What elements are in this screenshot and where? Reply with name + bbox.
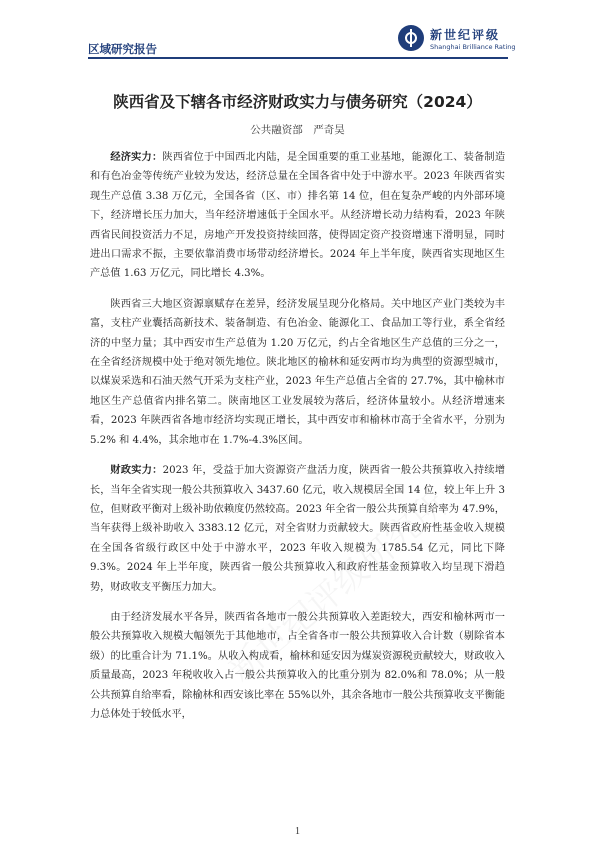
paragraph-lead: 经济实力： bbox=[110, 151, 163, 163]
paragraph-text: 2023 年，受益于加大资源资产盘活力度，陕西省一般公共预算收入持续增长，当年全省实现一般公共预算收入 3437.60 亿元，收入规模居全国 14 位，较上年上升 3 位，但财政平衡对上级补助依赖度仍然较高。2023 年全省一般公共预算自给率为 47.9%，当年获得上级补助收入 3383.12 亿元，对全省财力贡献较大。陕西省政府性基金收入规模在全国各省级行政区中处于中游水平，2023 年收入规模为 1785.54 亿元，同比下降 9.3%。2024 年上半年度，陕西省一般公共预算收入和政府性基金预算收入均呈现下滑趋势，财政收支平衡压力加大。 bbox=[90, 465, 506, 593]
paragraph-economy bbox=[90, 148, 505, 284]
document-title: 陕西省及下辖各市经济财政实力与债务研究（2024） bbox=[113, 93, 482, 111]
document-authors: 公共融资部 严奇昊 bbox=[250, 124, 345, 136]
logo-name-en: Shanghai Brilliance Rating bbox=[430, 42, 516, 51]
document-body bbox=[90, 148, 505, 735]
paragraph-city-revenue bbox=[90, 608, 505, 724]
logo-name-cn: 新世纪评级 bbox=[430, 27, 501, 42]
page-number: 1 bbox=[295, 826, 300, 837]
brand-logo bbox=[398, 25, 516, 51]
paragraph-fiscal bbox=[90, 461, 505, 597]
logo-emblem-icon bbox=[398, 25, 424, 51]
paragraph-text: 陕西省位于中国西北内陆，是全国重要的重工业基地，能源化工、装备制造和有色冶金等传统产业较为发达，经济总量在全国各省中处于中游水平。2023 年陕西省实现生产总值 3.38 万亿元，全国各省（区、市）排名第 14 位，但在复杂严峻的内外部环境下，经济增长压力加大，当年经济增速低于全国水平。从经济增长动力结构看，2023 年陕西省民间投资活力不足，房地产开发投资持续回落，使得固定资产投资增速下滑明显，同时进出口需求不振，主要依靠消费市场带动经济增长。2024 年上半年度，陕西省实现地区生产总值 1.63 万亿元，同比增长 4.3%。 bbox=[90, 152, 506, 280]
section-label: 区域研究报告 bbox=[88, 42, 157, 56]
paragraph-text: 由于经济发展水平各异，陕西省各地市一般公共预算收入差距较大，西安和榆林两市一般公共预算收入规模大幅领先于其他地市，占全省各市一般公共预算收入合计数（剔除省本级）的比重合计为 71.1%。从收入构成看，榆林和延安因为煤炭资源税贡献较大，财政收入质量最高，2023 年税收收入占一般公共预算收入的比重分别为 82.0%和 78.0%；从一般公共预算自给率看，除榆林和西安该比率在 55%以外，其余各地市一般公共预算收支平衡能力总体处于较低水平， bbox=[90, 611, 505, 720]
logo-text bbox=[430, 26, 516, 51]
paragraph-regions bbox=[90, 295, 505, 450]
paragraph-text: 陕西省三大地区资源禀赋存在差异，经济发展呈现分化格局。关中地区产业门类较为丰富，支柱产业囊括高新技术、装备制造、有色冶金、能源化工、食品加工等行业，系全省经济的中坚力量；其中西安市生产总值为 1.20 万亿元，约占全省地区生产总值的三分之一，在全省经济规模中处于绝对领先地位。陕北地区的榆林和延安两市均为典型的资源型城市，以煤炭采选和石油天然气开采为支柱产业，2023 年生产总值占全省的 27.7%，其中榆林市地区生产总值省内排名第二。陕南地区工业发展较为落后，经济体量较小。从经济增速来看，2023 年陕西省各地市经济均实现正增长，其中西安市和榆林市高于全省水平，分别为 5.2% 和 4.4%，其余地市在 1.7%-4.3%区间。 bbox=[90, 298, 505, 446]
header-divider bbox=[88, 57, 508, 59]
paragraph-lead: 财政实力： bbox=[110, 464, 163, 477]
